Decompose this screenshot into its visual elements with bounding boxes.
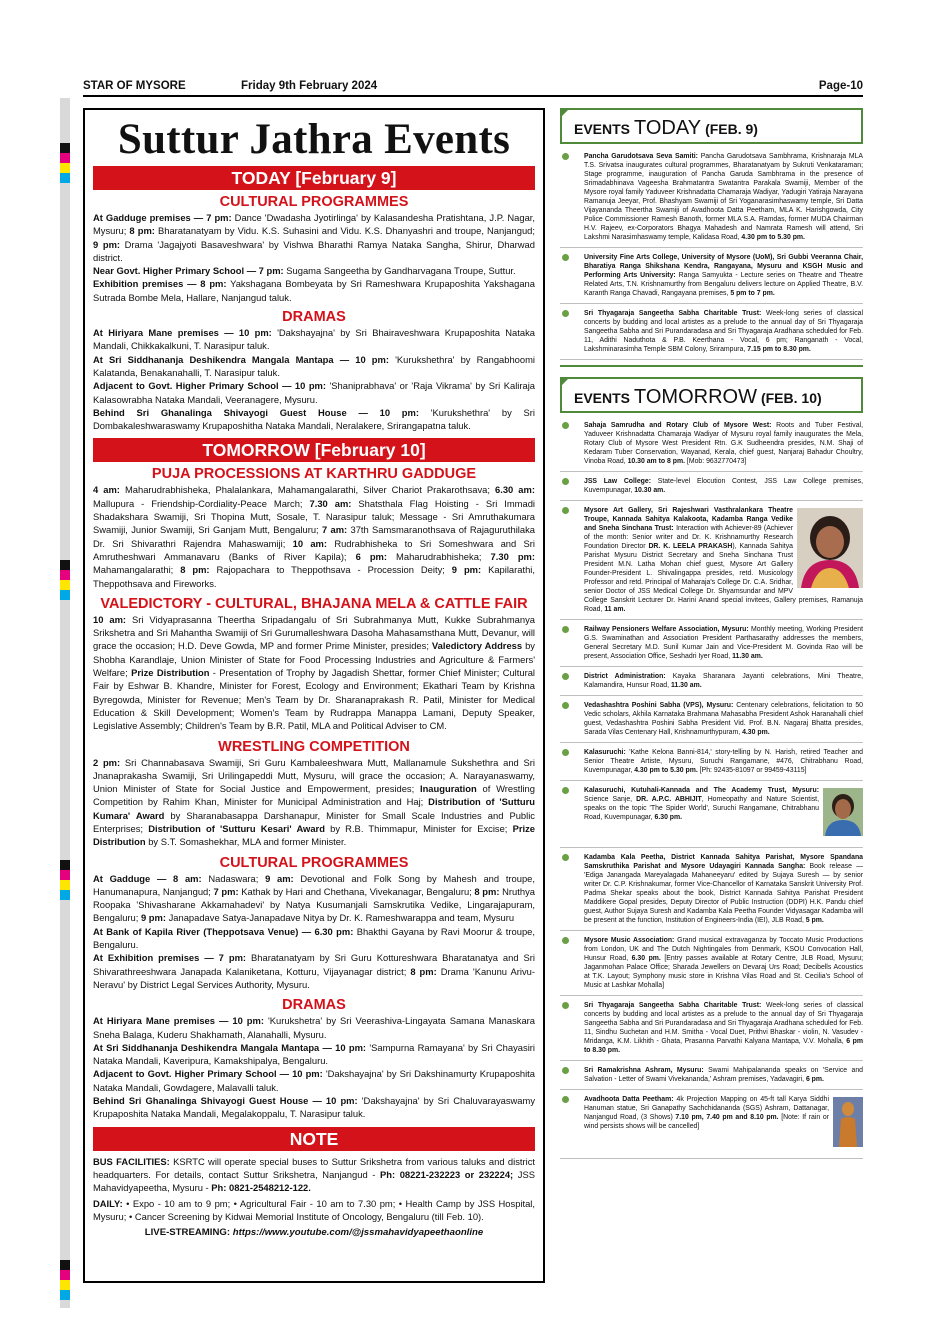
events-tomorrow-heading: EVENTS TOMORROW (FEB. 10) [560, 377, 863, 413]
paragraph: Exhibition premises — 8 pm: Yakshagana Bombeyata by Sri Rameshwara Krupaposhita Yakshagana Sutrada Bombe Mela, Hallare, Nanjangud taluk. [93, 278, 535, 303]
bullet-icon [562, 937, 569, 944]
events-today-heading: EVENTS TODAY (FEB. 9) [560, 108, 863, 144]
paragraph: 10 am: Sri Vidyaprasanna Theertha Sripadangalu of Sri Subrahmanya Mutt, Kukke Subrahmanya Srikshetra and Sri Mahantha Swamiji of Sri Gurumalleshwara Dasoha Mahasamsthana Mutt, Devanur, will grace the occasion; H.D. Deve Gowda, MP and former Prime Minister, presides; Valedictory Address by Shobha Karandlaje, Union Minister of State for Food Processing Industries and Agriculture & Farmers' Welfare; Prize Distribution - Presentation of Trophy by Jagadish Shettar, former Chief Minister; Cultural Fair by Eshwar B. Khandre, Minister for Forest, Ecology and Environment; Ekathari Team by Krishna Byregowda, Minister for Revenue; Men's Team by Dr. Sharanaprakash R. Patil, Minister for Medical Education & Skill Development; Women's Team by Rudrappa Manappa Lamani, Deputy Speaker, Legislative Assembly; Children's Team by B.R. Patil, MLA and Political Adviser to CM. [93, 613, 535, 732]
event-organizer: Kalasuruchi, Kutuhali-Kannada and The Academy Trust, Mysuru: [584, 787, 819, 794]
paragraph: At Gadduge premises — 7 pm: Dance 'Dwadasha Jyotirlinga' by Kalasandesha Pratishtana, J.P. Nagar, Mysuru; 8 pm: Bharatanatyam by Vidu. K.S. Suhasini and Vidu. K.S. Dhanyashri and troupe, Nanjangud; 9 pm: Drama 'Jagajyoti Basaveshwara' by Vishwa Bharathi Ramya Nataka Sangha, Shirur, Dharwad district. [93, 212, 535, 263]
event-item [560, 152, 863, 248]
event-note: [Ph: 92435-81097 or 99459-43115] [697, 767, 807, 774]
event-organizer: Railway Pensioners Welfare Association, Mysuru: [584, 626, 749, 633]
event-time: 4.30 pm. [742, 729, 770, 736]
achiever-photo [797, 508, 863, 591]
event-item [560, 748, 863, 781]
paragraph: At Exhibition premises — 7 pm: Bharatanatyam by Sri Guru Kottureshwara Bharatanatya and Sri Shivarathreeshwara Janapada Kalaniketana, Kotturu, Vijayanagar district; 8 pm: Drama 'Kanunu Arivu-Neravu' by District Legal Services Authority, Mysuru. [93, 952, 536, 990]
registration-mark [60, 1290, 70, 1300]
paragraph: At Hiriyara Mane premises — 10 pm: 'Dakshayajna' by Sri Bhairaveshwara Krupaposhita Nataka Mandali, Chikkakalkuni, T. Narasipur taluk. [93, 327, 535, 352]
event-organizer: University Fine Arts College, University of Mysore (UoM), Sri Gubbi Veeranna Chair, Bharatiya Ranga Shikshana Kendra, Rangayana, Mysuru and KSGH Music and Performing Arts University: [584, 254, 863, 279]
event-organizer: Kalasuruchi: [584, 749, 626, 756]
today-dramas-heading: DRAMAS [282, 309, 346, 326]
bullet-icon [562, 478, 569, 485]
event-details: State-level Elocution Contest, JSS Law College premises, Kuvempunagar, [584, 478, 863, 494]
event-time: 6 pm. [805, 1076, 824, 1083]
paragraph: Adjacent to Govt. Higher Primary School — 10 pm: 'Shaniprabhava' or 'Raja Vikrama' by Sri Kaliraja Kalasowrabha Nataka Mandali, Veeranagere, Mysuru. [93, 380, 535, 405]
wrestling-heading: WRESTLING COMPETITION [218, 738, 410, 755]
event-details: Centenary celebrations, felicitation to 50 Vedic scholars, Akhila Karnataka Brahmana Mahasabha President Ashok Haranahalli chief guest, Vedashashtra Poshini Sabha President Vid. Prof. B.N. Nagaraj Bhatta presides, Sarada Vilas Centenary Hall, Krishnamurthypuram, [584, 702, 863, 736]
tomorrow-cultural-heading: CULTURAL PROGRAMMES [219, 854, 409, 871]
event-organizer: Sri Ramakrishna Ashram, Mysuru: [584, 1067, 704, 1074]
bullet-icon [562, 854, 569, 861]
event-item [560, 672, 863, 696]
paragraph: 4 am: Maharudrabhisheka, Phalalankara, Mahamangalarathi, Silver Chariot Prakarothsava; 6.30 am: Mallupura - Friendship-Cordiality-Peace March; 7.30 am: Shatsthala Flag Hoisting - Sri Immadi Shadakshara Swamiji, Sri Thopina Mutt, Sosale, T. Narasipur taluk; Message - Sri Amruthakumara Swamiji, Junior Swamiji, Sri Ganjam Mutt, Bengaluru; 7 am: 37th Samsmaranothsava of Rajaguruthilaka Dr. Sri Shivarathri Rajendra Mahaswamiji; 10 am: Rudrabhisheka to Sri Someshwara and Sri Amrutheshwari Ammanavaru (Banks of River Kapila); 6 pm: Maharudrabhisheka; 7.30 pm: Mahamangalarathi; 8 pm: Rajopachara to Theppothsava - Procession Deity; 9 pm: Kapilarathi, Theppothsava and Fireworks. [93, 484, 536, 589]
bullet-icon [562, 673, 569, 680]
bullet-icon [562, 153, 569, 160]
paper-name: STAR OF MYSORE [83, 80, 186, 92]
bullet-icon [562, 254, 569, 261]
paragraph: At Hiriyara Mane premises — 10 pm: 'Kurukshetra' by Sri Veerashiva-Lingayata Samana Manaskara Sneha Balaga, Kuderu Shakhamath, Alanahalli, Mysuru. [93, 1015, 536, 1040]
registration-mark [60, 870, 70, 880]
event-time: 6 pm to 8.30 pm. [584, 1038, 863, 1054]
registration-mark [60, 163, 70, 173]
event-organizer: District Administration: [584, 673, 666, 680]
event-item [560, 936, 863, 996]
page-title: Suttur Jathra Events [117, 116, 511, 163]
registration-mark [60, 590, 70, 600]
event-time: 7.10 pm, 7.40 pm and 8.10 pm. [675, 1114, 779, 1121]
tomorrow-dramas-heading: DRAMAS [282, 997, 346, 1014]
registration-mark [60, 890, 70, 900]
event-note: [Mob: 9632770473] [685, 458, 747, 465]
event-time: 6.30 pm. [631, 955, 661, 962]
event-details: Roots and Tuber Festival, Yaduveer Krishnadatta Chamaraja Wadiyar of Mysuru royal family inaugurates the Mela, Rotary Club of Mysore West President Rtn. G.K Sudheendra presides, N.M. Shaji of Kedaram Tuber Conservation, Wayanad, Kerala, chief guest, Nanjaraj Bahadur Choultry, Vinoba Road, [584, 422, 863, 465]
event-time: 4.30 pm to 5.30 pm. [634, 767, 698, 774]
event-person: DR. A.P.C. ABHIJIT [636, 796, 702, 803]
masthead [83, 79, 863, 97]
event-item [560, 253, 863, 304]
paragraph: Behind Sri Ghanalinga Shivayogi Guest House — 10 pm: 'Kurukshethra' by Sri Dombakaleshwaraswamy Krupaposhitha Nataka Mandali, Neralakere, Srirangapatna taluk. [93, 406, 535, 432]
event-item [560, 1001, 863, 1061]
event-details: Monthly meeting, Working President G.S. Swaminathan and Association President Parthasarathy addresses the members, General Secretary M.D. Sunil Kumar Jain and Vice-President M. Govinda Rao will be present, Association Office, Seshadri Iyer Road, [584, 626, 863, 660]
event-item [560, 853, 863, 931]
paragraph: Adjacent to Govt. Higher Primary School — 10 pm: 'Dakshayajna' by Sri Dakshinamurty Krupaposhita Nataka Mandali, Gowdagere, Malavalli taluk. [93, 1068, 535, 1093]
paragraph: Behind Sri Ghanalinga Shivayogi Guest House — 10 pm: 'Dakshayajna' by Sri Chaluvarayaswamy Krupaposhita Nataka Mandali, Megalakoppalu, T. Narasipur taluk. [93, 1095, 536, 1120]
event-time: 11.30 am. [670, 682, 702, 689]
paragraph: At Gadduge — 8 am: Nadaswara; 9 am: Devotional and Folk Song by Mahesh and troupe, Hanumanapura, Nanjangud; 7 pm: Kathak by Hari and Chethana, Vivekanagar, Bengaluru; 8 pm: Nruthya Roopaka 'Shivasharane Akkamahadevi' by Natya Kusumanjali Samskrutika Vedike, Lingarajapuram, Bengaluru; 9 pm: Janapadave Satya-Janapadave Nitya by Dr. K. Rameshwarappa and team, Mysuru [93, 872, 536, 924]
event-time: 7.15 pm to 8.30 pm. [747, 346, 811, 353]
event-item [560, 701, 863, 743]
event-item [560, 477, 863, 501]
paragraph: At Sri Siddhananja Deshikendra Mangala Mantapa — 10 pm: 'Kurukshethra' by Rangabhoomi Kalatanda, Benakanahalli, T. Narasipur taluk. [93, 353, 535, 378]
registration-mark [60, 1260, 70, 1270]
events-column [560, 108, 863, 1290]
registration-mark [60, 1280, 70, 1290]
today-cultural-heading: CULTURAL PROGRAMMES [219, 194, 409, 210]
event-details: ), Kannada Sahitya Parishat Mysuru District Secretary and Sneha Sinchana Trust President M.N. Latha Mohan chief guest, Mysore Art Gallery Founder-President L. Shivalingappa presides, retd. Musicology Professor and retd. Principal of Maharaja's College Dr. C.A. Sridhar, senior Doctor of JSS Medical College Dr. Shyamsundar and MPV College Sanskrit Lecturer Dr. Harini Anand special invitees, Gallery premises, Ramanuja Road, [584, 543, 863, 613]
event-organizer: Avadhoota Datta Peetham: [584, 1096, 674, 1103]
event-note: [Entry passes available at Rotary Centre, JLB Road, Mysuru; Jaganmohan Palace Office; Sharada Jewellers on Devaraj Urs Road; Decibells Acoustics at T.K. Layout; Symphony music store in Krishna Vilas Road and St. Cecilia's School of Music at Lashkar Mohalla] [584, 955, 863, 989]
issue-date: Friday 9th February 2024 [241, 80, 378, 92]
event-note: [Note: If rain or wind persists shows will be cancelled] [584, 1114, 829, 1130]
section-divider [560, 365, 863, 367]
bullet-icon [562, 787, 569, 794]
registration-mark [60, 880, 70, 890]
event-details: 'Kathe Kelona Banni-814,' story-telling by N. Harish, retired Teacher and Senior Theatre Artiste, Mysuru, Suruchi Rangamane, #476, Chitrabhanu Road, Kuvempunagar, [584, 749, 863, 774]
live-streaming: LIVE-STREAMING: https://www.youtube.com/@jssmahavidyapeethaonline [144, 1227, 484, 1239]
registration-mark [60, 560, 70, 570]
event-item [560, 421, 863, 472]
registration-mark [60, 580, 70, 590]
bullet-icon [562, 626, 569, 633]
event-details: Book release — 'Ediga Janangada Mareyalagada Mahaneeyaru' edited by Sujaya Suresh — by senior writer Dr. C.P. Krishnakumar, former Vice-Chancellor of Karnataka Sanskrit University Prof. Padma Shekar speaks about the book, District Kannada Sahitya Parishat President Maddikere Gopal presides, Deputy Director of Public Instruction (DDPI) H.K. Pandu chief guest, Author Sujaya Suresh and Kadamba Kala Peetha Founder Vidyasagar Kadamba will be present at the function, Institution of Engineers-India (IEI), JLB Road, [584, 863, 863, 924]
event-item [560, 1066, 863, 1090]
event-item [560, 309, 863, 360]
registration-mark [60, 570, 70, 580]
event-details: 4k Projection Mapping on 45-ft tall Karya Siddhi Hanuman statue, Sri Ganapathy Sachchidananda (SGS) Ashram, Dattanagar, Nanjangud Road, (3 Shows) [584, 1096, 829, 1121]
speaker-photo [823, 788, 863, 839]
suttur-jathra-box [83, 108, 545, 1283]
event-organizer: Sri Thyagaraja Sangeetha Sabha Charitable Trust: [584, 1002, 762, 1009]
event-organizer: Vedashashtra Poshini Sabha (VPS), Mysuru: [584, 702, 734, 709]
registration-mark [60, 860, 70, 870]
event-item [560, 1095, 863, 1159]
paragraph: At Sri Siddhananja Deshikendra Mangala Mantapa — 10 pm: 'Sampurna Ramayana' by Sri Chayasiri Nataka Mandali, Kaveripura, Kamakshipalya, Bengaluru. [93, 1041, 535, 1067]
event-organizer: Pancha Garudotsava Seva Samiti: [584, 153, 698, 160]
event-organizer: Sri Thyagaraja Sangeetha Sabha Charitable Trust: [584, 310, 762, 317]
event-organizer: Mysore Art Gallery, Sri Rajeshwari Vasthralankara Theatre Troupe, Kannada Sahitya Kalakoota, Kadamba Ranga Vedike and Sneha Sinchana Trust: [584, 507, 793, 532]
page-number: Page-10 [818, 80, 863, 92]
today-bar: TODAY [February 9] [93, 166, 535, 190]
registration-mark [60, 143, 70, 153]
bullet-icon [562, 749, 569, 756]
event-item [560, 786, 863, 848]
bullet-icon [562, 310, 569, 317]
event-item [560, 506, 863, 620]
event-time: 5 pm to 7 pm. [730, 290, 775, 297]
bullet-icon [562, 1067, 569, 1074]
event-time: 10.30 am. [634, 487, 666, 494]
valedictory-heading: VALEDICTORY - CULTURAL, BHAJANA MELA & CATTLE FAIR [100, 595, 528, 612]
bullet-icon [562, 1002, 569, 1009]
event-details: Swami Mahipalananda speaks on 'Service and Salvation - Letter of Swami Vivekananda,' Ashram premises, Yadavagiri, [584, 1067, 863, 1083]
tomorrow-events-list [560, 421, 863, 1159]
event-details: Interaction with Achiever-89 (Achiever of the month: Senior writer and Dr. K. Krishnamurthy Research Foundation Director [584, 525, 794, 550]
paragraph: 2 pm: Sri Channabasava Swamiji, Sri Guru Kambaleeshwara Mutt, Mallanamule Sukshethra and Sri Jnanaprakasha Swamiji, Sri Urilingapeddi Mutt, Mysuru, will grace the occasion; A. Narayanaswamy, Union Minister of State for Social Justice and Empowerment, presides; Inauguration of Wrestling Competition by Rahim Khan, Minister for Municipal Administration and Haj; Distribution of 'Sutturu Kumara' Award by Sharanabasappa Darshanapur, Minister for Small Scale Industries and Public Enterprises; Distribution of 'Sutturu Kesari' Award by R.B. Thimmapur, Minister for Excise; Prize Distribution by S.T. Somashekhar, MLA and former Minister. [93, 756, 536, 848]
event-time: 11.30 am. [732, 653, 763, 660]
event-time: 5 pm. [805, 917, 824, 924]
bullet-icon [562, 507, 569, 514]
event-time: 11 am. [604, 606, 626, 613]
event-details: Grand musical extravaganza by Toccato Music Productions from London, UK and The Dutch Nightingales from Denmark, KSOU Convocation Hall, Hunsur Road, [584, 937, 863, 962]
note-bar: NOTE [93, 1127, 535, 1151]
tomorrow-bar: TOMORROW [February 10] [93, 438, 535, 462]
page-gutter [60, 98, 70, 1308]
bullet-icon [562, 1096, 569, 1103]
bullet-icon [562, 422, 569, 429]
event-details: Kayaka Sharanara Jayanti celebrations, Mini Theatre, Kalamandira, Hunsur Road, [584, 673, 863, 689]
bullet-icon [562, 702, 569, 709]
registration-mark [60, 153, 70, 163]
bus-facilities-note: BUS FACILITIES: KSRTC will operate special buses to Suttur Srikshetra from various taluks and district headquarters. For details, contact Suttur Srikshetra, Nanjangud - Ph: 08221-232223 or 232224; JSS Mahavidyapeetha, Mysuru - Ph: 0821-2548212-122. [93, 1155, 535, 1194]
paragraph: Near Govt. Higher Primary School — 7 pm: Sugama Sangeetha by Gandharvagana Troupe, Suttur. [93, 265, 516, 277]
event-person: DR. K. LEELA PRAKASH [648, 543, 733, 550]
live-streaming-link[interactable]: https://www.youtube.com/@jssmahavidyapeethaonline [232, 1227, 484, 1239]
hanuman-statue-photo [833, 1097, 863, 1150]
event-organizer: Mysore Music Association: [584, 937, 675, 944]
paragraph: At Bank of Kapila River (Theppotsava Venue) — 6.30 pm: Bhakthi Gayana by Ravi Moorur & troupe, Bengaluru. [93, 925, 535, 951]
puja-heading: PUJA PROCESSIONS AT KARTHRU GADDUGE [151, 466, 477, 483]
event-details: Ranga Samyukta - Lecture series on Theatre and Theatre Related Arts, T.N. Krishnamurthy from Bengaluru delivers lecture on Applied Theatre, B.V. Karanth Ranga Chavadi, Rangayana premises, [584, 272, 863, 297]
today-events-list [560, 152, 863, 360]
event-time: 10.30 am to 8 pm. [627, 458, 686, 465]
event-details: Week-long series of classical concerts by budding and local artistes as a prelude to the annual day of Sri Thyagaraja Sangeetha Sabha and Sri Purandaradasa and Sri Thyagaraja Aradhana scheduled for Feb. 11, Adithi Naduthota & P.B. Keerthana - Vocal, 6 pm; Ranganath - Vocal, Lakshminarasimha Temple SBM Colony, Srirampura, [584, 310, 864, 353]
event-organizer: JSS Law College: [584, 478, 652, 485]
registration-mark [60, 173, 70, 183]
event-details: , Homeopathy and Nature Scientist, speaks on the topic 'The Spider World', Suruchi Rangamane, Chitrabhanu Road, Kuvempunagar, [584, 796, 819, 821]
event-organizer: Sahaja Samrudha and Rotary Club of Mysore West: [584, 422, 772, 429]
event-details: Science Sanje, [584, 796, 637, 803]
event-time: 4.30 pm to 5.30 pm. [741, 234, 805, 241]
event-time: 6.30 pm. [654, 814, 683, 821]
event-organizer: Kadamba Kala Peetha, District Kannada Sahitya Parishat, Mysore Spandana Samskruthika Parishat and Mysore Udayagiri Kannada Sangha: [584, 854, 863, 870]
event-details: Week-long series of classical concerts by budding and local artistes as a prelude to the annual day of Sri Thyagaraja Sangeetha Sabha and Sri Purandaradasa and Sri Thyagaraja Aradhana scheduled for Feb. 11, Sindhu Suchetan and H.M. Smitha - Vocal Duet, Prithvi Bhaskar - violin, N. Vasudev - Mridanga, K.M. Likhith - Ghata, Prasanna Parvathi Kalyana Mantapa, V.V. Mohalla, [584, 1002, 864, 1045]
daily-note: DAILY: • Expo - 10 am to 9 pm; • Agricultural Fair - 10 am to 7.30 pm; • Health Camp by JSS Hospital, Mysuru; • Cancer Screening by Kidwai Memorial Institute of Oncology, Bengaluru (till Feb. 10). [93, 1197, 535, 1222]
event-item [560, 625, 863, 667]
registration-mark [60, 1270, 70, 1280]
event-details: Pancha Garudotsava Sambhrama, Krishnaraja MLA T.S. Srivatsa inaugurates cultural programmes, Bharatanatyam by Sukruti Venkataraman; Stage programme, inauguration of Pancha Garuda Sambhrama in the presence of Srimadabhinava Vageesha Brahmatantra Swatantra Parakala Swamiji, Member of the Mysore royal family Yaduveer Krishnadatta Chamaraja Wadiyar, Yadugiri Yatiraja Narayana Ramanuja Jeeyar, Prof. Bhashyam Swamiji of Sri Yoganarasimhaswamy temple, Sri Datta Vijayananda Theertha Swamiji of Avadhoota Datta Peetham, MLA K. Harishgowda, City Police Commissioner Ramesh Banoth, former MLA S.A. Ramdas, former MUDA Chairman H.V. Rajeev, ex-Corporators Bhagya Mahadesh and Namrata Ramesh will attend, Sri Lakshmi Narasimhaswamy temple, Kalidasa Road, [584, 153, 863, 241]
